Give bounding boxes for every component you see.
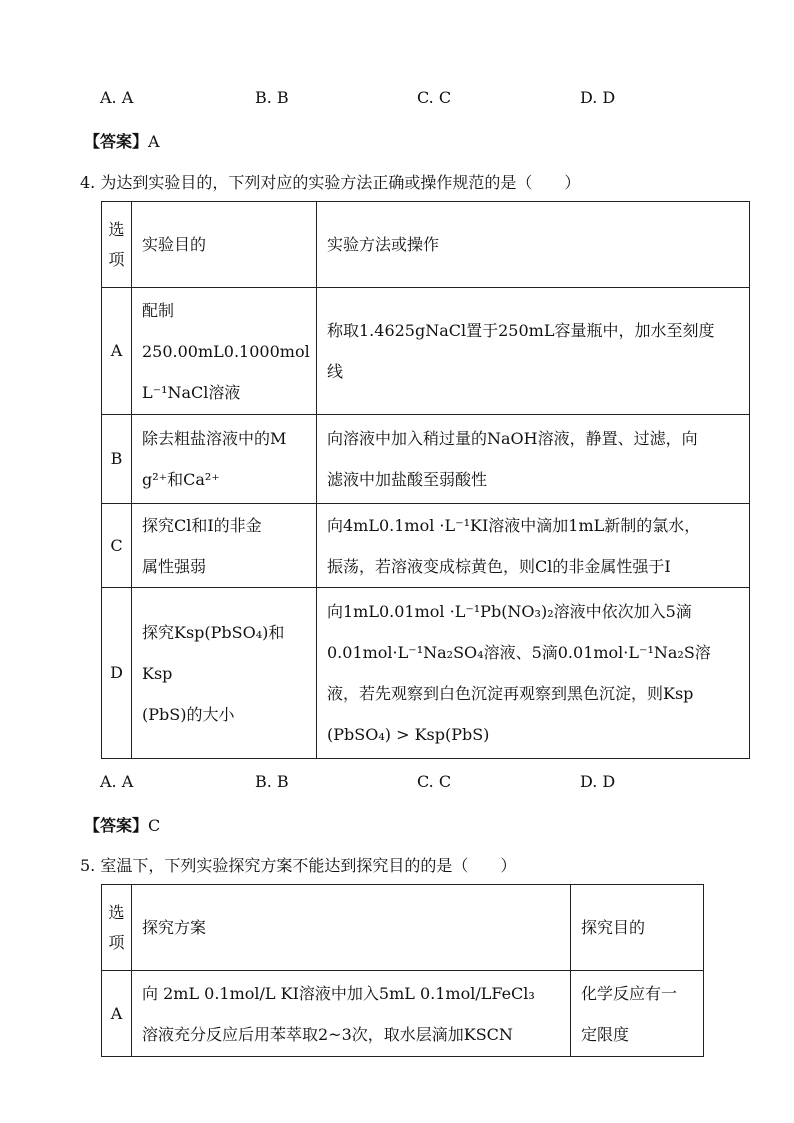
row-option: B bbox=[102, 415, 132, 504]
table-row bbox=[102, 415, 750, 504]
header-goal: 探究目的 bbox=[571, 885, 704, 971]
option-b: B. B bbox=[255, 772, 289, 791]
table-row bbox=[102, 971, 704, 1057]
q4-stem: 4. 为达到实验目的，下列对应的实验方法正确或操作规范的是（ ） bbox=[80, 173, 581, 192]
header-option: 选 项 bbox=[102, 202, 132, 288]
row-option: A bbox=[102, 971, 132, 1057]
option-d: D. D bbox=[580, 88, 616, 107]
q3-answer bbox=[84, 129, 160, 152]
option-c: C. C bbox=[417, 88, 452, 107]
row-method: 向溶液中加入稍过量的NaOH溶液，静置、过滤，向 滤液中加盐酸至弱酸性 bbox=[317, 415, 750, 504]
answer-value: A bbox=[148, 132, 160, 151]
row-purpose: 配制 250.00mL0.1000mol L⁻¹NaCl溶液 bbox=[132, 288, 317, 415]
option-a: A. A bbox=[100, 772, 134, 791]
row-option: D bbox=[102, 588, 132, 759]
row-purpose: 探究Ksp(PbSO₄)和Ksp (PbS)的大小 bbox=[132, 588, 317, 759]
row-purpose: 除去粗盐溶液中的M g²⁺和Ca²⁺ bbox=[132, 415, 317, 504]
table-row bbox=[102, 288, 750, 415]
option-d: D. D bbox=[580, 772, 616, 791]
option-b: B. B bbox=[255, 88, 289, 107]
row-option: A bbox=[102, 288, 132, 415]
table-header-row bbox=[102, 885, 704, 971]
option-c: C. C bbox=[417, 772, 452, 791]
table-header-row bbox=[102, 202, 750, 288]
q4-options bbox=[100, 772, 660, 791]
header-purpose: 实验目的 bbox=[132, 202, 317, 288]
row-option: C bbox=[102, 504, 132, 588]
q5-table bbox=[101, 884, 704, 1057]
q4-table bbox=[101, 201, 750, 759]
row-purpose: 探究Cl和I的非金 属性强弱 bbox=[132, 504, 317, 588]
option-a: A. A bbox=[100, 88, 134, 107]
header-method: 实验方法或操作 bbox=[317, 202, 750, 288]
table-row bbox=[102, 504, 750, 588]
header-option: 选 项 bbox=[102, 885, 132, 971]
q3-options bbox=[100, 88, 660, 107]
answer-label: 【答案】 bbox=[84, 132, 149, 151]
row-method: 向1mL0.01mol ·L⁻¹Pb(NO₃)₂溶液中依次加入5滴 0.01mol·L⁻¹Na₂SO₄溶液、5滴0.01mol·L⁻¹Na₂S溶 液，若先观察到白色沉淀再观察到黑色沉淀，则Ksp (PbSO₄) > Ksp(PbS) bbox=[317, 588, 750, 759]
answer-value: C bbox=[148, 816, 161, 835]
q5-stem: 5. 室温下，下列实验探究方案不能达到探究目的的是（ ） bbox=[80, 856, 517, 875]
header-plan: 探究方案 bbox=[132, 885, 571, 971]
row-method: 称取1.4625gNaCl置于250mL容量瓶中，加水至刻度 线 bbox=[317, 288, 750, 415]
answer-label: 【答案】 bbox=[84, 816, 149, 835]
row-goal: 化学反应有一 定限度 bbox=[571, 971, 704, 1057]
row-plan: 向 2mL 0.1mol/L KI溶液中加入5mL 0.1mol/LFeCl₃ 溶液充分反应后用苯萃取2~3次，取水层滴加KSCN bbox=[132, 971, 571, 1057]
table-row bbox=[102, 588, 750, 759]
row-method: 向4mL0.1mol ·L⁻¹KI溶液中滴加1mL新制的氯水， 振荡，若溶液变成棕黄色，则Cl的非金属性强于I bbox=[317, 504, 750, 588]
q4-answer bbox=[84, 813, 160, 836]
